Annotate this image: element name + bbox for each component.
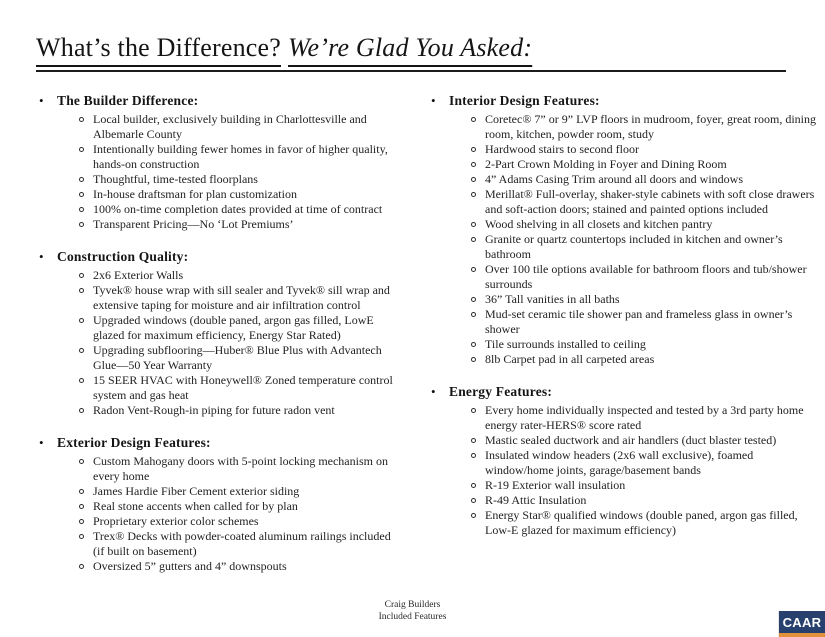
list-item-text: Real stone accents when called for by plan bbox=[93, 499, 298, 513]
feature-list bbox=[428, 112, 822, 367]
circle-bullet-icon bbox=[79, 564, 84, 569]
section-heading-row bbox=[36, 248, 428, 265]
circle-bullet-icon bbox=[79, 459, 84, 464]
list-item-text: Upgraded windows (double paned, argon gas filled, LowE glazed for maximum efficiency, Energy Star Rated) bbox=[93, 313, 374, 342]
page-title-regular: What’s the Difference? bbox=[36, 33, 282, 62]
section-heading: Construction Quality: bbox=[57, 249, 189, 264]
circle-bullet-icon bbox=[471, 438, 476, 443]
feature-section bbox=[428, 383, 822, 538]
circle-bullet-icon bbox=[79, 147, 84, 152]
circle-bullet-icon bbox=[471, 237, 476, 242]
list-item bbox=[79, 529, 428, 559]
circle-bullet-icon bbox=[471, 483, 476, 488]
list-item-text: Radon Vent-Rough-in piping for future radon vent bbox=[93, 403, 335, 417]
list-item-text: Coretec® 7” or 9” LVP floors in mudroom, foyer, great room, dining room, kitchen, powder room, study bbox=[485, 112, 817, 141]
circle-bullet-icon bbox=[471, 162, 476, 167]
list-item-text: Upgrading subflooring—Huber® Blue Plus with Advantech Glue—50 Year Warranty bbox=[93, 343, 382, 372]
list-item-text: R-19 Exterior wall insulation bbox=[485, 478, 626, 492]
list-item-text: Transparent Pricing—No ‘Lot Premiums’ bbox=[93, 217, 294, 231]
list-item bbox=[79, 514, 428, 529]
bullet-icon: • bbox=[39, 249, 44, 264]
circle-bullet-icon bbox=[471, 498, 476, 503]
list-item bbox=[471, 262, 822, 292]
page-title-italic: We’re Glad You Asked: bbox=[288, 33, 533, 62]
page-footer bbox=[0, 600, 825, 623]
circle-bullet-icon bbox=[471, 222, 476, 227]
list-item bbox=[471, 112, 822, 142]
circle-bullet-icon bbox=[471, 342, 476, 347]
list-item-text: Tile surrounds installed to ceiling bbox=[485, 337, 646, 351]
bullet-icon: • bbox=[431, 93, 436, 108]
circle-bullet-icon bbox=[79, 504, 84, 509]
list-item-text: Mud-set ceramic tile shower pan and frameless glass in owner’s shower bbox=[485, 307, 793, 336]
caar-logo bbox=[778, 611, 825, 637]
list-item bbox=[79, 268, 428, 283]
feature-list bbox=[36, 112, 428, 232]
list-item bbox=[79, 454, 428, 484]
circle-bullet-icon bbox=[79, 117, 84, 122]
list-item-text: Oversized 5” gutters and 4” downspouts bbox=[93, 559, 287, 573]
list-item bbox=[471, 157, 822, 172]
list-item-text: 36” Tall vanities in all baths bbox=[485, 292, 620, 306]
list-item-text: Intentionally building fewer homes in favor of higher quality, hands-on construction bbox=[93, 142, 388, 171]
circle-bullet-icon bbox=[79, 288, 84, 293]
list-item bbox=[471, 433, 822, 448]
circle-bullet-icon bbox=[79, 408, 84, 413]
list-item-text: Over 100 tile options available for bathroom floors and tub/shower surrounds bbox=[485, 262, 807, 291]
section-heading: Interior Design Features: bbox=[449, 93, 600, 108]
circle-bullet-icon bbox=[79, 273, 84, 278]
footer-line1: Craig Builders bbox=[384, 600, 441, 610]
circle-bullet-icon bbox=[471, 177, 476, 182]
list-item-text: R-49 Attic Insulation bbox=[485, 493, 587, 507]
list-item bbox=[471, 172, 822, 187]
list-item-text: Hardwood stairs to second floor bbox=[485, 142, 639, 156]
list-item-text: Tyvek® house wrap with sill sealer and Tyvek® sill wrap and extensive taping for moisture and air infiltration control bbox=[93, 283, 390, 312]
list-item bbox=[79, 217, 428, 232]
list-item bbox=[471, 508, 822, 538]
list-item-text: Proprietary exterior color schemes bbox=[93, 514, 259, 528]
list-item-text: 15 SEER HVAC with Honeywell® Zoned temperature control system and gas heat bbox=[93, 373, 393, 402]
list-item bbox=[79, 484, 428, 499]
feature-list bbox=[36, 454, 428, 574]
circle-bullet-icon bbox=[471, 513, 476, 518]
circle-bullet-icon bbox=[471, 408, 476, 413]
list-item bbox=[79, 499, 428, 514]
list-item bbox=[471, 142, 822, 157]
list-item-text: Trex® Decks with powder-coated aluminum railings included (if built on basement) bbox=[93, 529, 391, 558]
list-item-text: 2-Part Crown Molding in Foyer and Dining Room bbox=[485, 157, 727, 171]
list-item-text: Mastic sealed ductwork and air handlers (duct blaster tested) bbox=[485, 433, 777, 447]
list-item-text: Granite or quartz countertops included in kitchen and owner’s bathroom bbox=[485, 232, 783, 261]
section-heading: The Builder Difference: bbox=[57, 93, 199, 108]
caar-logo-text: CAAR bbox=[782, 614, 822, 630]
circle-bullet-icon bbox=[471, 312, 476, 317]
section-heading: Exterior Design Features: bbox=[57, 435, 211, 450]
feature-section bbox=[36, 248, 428, 418]
list-item-text: Thoughtful, time-tested floorplans bbox=[93, 172, 258, 186]
list-item-text: Energy Star® qualified windows (double paned, argon gas filled, Low-E glazed for maximum efficiency) bbox=[485, 508, 798, 537]
circle-bullet-icon bbox=[79, 207, 84, 212]
footer-line2: Included Features bbox=[378, 611, 447, 622]
list-item-text: Wood shelving in all closets and kitchen pantry bbox=[485, 217, 713, 231]
bullet-icon: • bbox=[39, 93, 44, 108]
circle-bullet-icon bbox=[471, 192, 476, 197]
list-item bbox=[471, 232, 822, 262]
list-item bbox=[471, 307, 822, 337]
feature-section bbox=[36, 434, 428, 574]
list-item-text: Custom Mahogany doors with 5-point locking mechanism on every home bbox=[93, 454, 388, 483]
caar-logo-bar bbox=[779, 633, 825, 637]
list-item-text: In-house draftsman for plan customization bbox=[93, 187, 297, 201]
list-item-text: 4” Adams Casing Trim around all doors and windows bbox=[485, 172, 743, 186]
right-column bbox=[428, 92, 822, 554]
list-item bbox=[471, 403, 822, 433]
circle-bullet-icon bbox=[471, 453, 476, 458]
list-item bbox=[79, 373, 428, 403]
section-heading: Energy Features: bbox=[449, 384, 553, 399]
list-item bbox=[79, 172, 428, 187]
list-item bbox=[79, 112, 428, 142]
circle-bullet-icon bbox=[79, 348, 84, 353]
list-item-text: James Hardie Fiber Cement exterior siding bbox=[93, 484, 300, 498]
feature-section bbox=[428, 92, 822, 367]
list-item-text: 8lb Carpet pad in all carpeted areas bbox=[485, 352, 655, 366]
list-item bbox=[471, 493, 822, 508]
list-item-text: Every home individually inspected and tested by a 3rd party home energy rater-HERS® score rated bbox=[485, 403, 804, 432]
list-item-text: Merillat® Full-overlay, shaker-style cabinets with soft close drawers and soft-action doors; stained and painted options included bbox=[485, 187, 815, 216]
circle-bullet-icon bbox=[471, 267, 476, 272]
list-item bbox=[79, 202, 428, 217]
feature-columns bbox=[36, 92, 822, 590]
circle-bullet-icon bbox=[79, 378, 84, 383]
bullet-icon: • bbox=[431, 384, 436, 399]
circle-bullet-icon bbox=[79, 318, 84, 323]
list-item bbox=[471, 352, 822, 367]
list-item-text: Insulated window headers (2x6 wall exclusive), foamed window/home joints, garage/basement bands bbox=[485, 448, 754, 477]
feature-section bbox=[36, 92, 428, 232]
list-item bbox=[79, 313, 428, 343]
list-item bbox=[471, 187, 822, 217]
section-heading-row bbox=[36, 92, 428, 109]
list-item-text: 100% on-time completion dates provided at time of contract bbox=[93, 202, 383, 216]
feature-list bbox=[36, 268, 428, 418]
left-column bbox=[36, 92, 428, 590]
bullet-icon: • bbox=[39, 435, 44, 450]
circle-bullet-icon bbox=[79, 519, 84, 524]
feature-list bbox=[428, 403, 822, 538]
list-item bbox=[471, 478, 822, 493]
circle-bullet-icon bbox=[79, 192, 84, 197]
circle-bullet-icon bbox=[79, 177, 84, 182]
list-item bbox=[79, 142, 428, 172]
list-item bbox=[79, 559, 428, 574]
circle-bullet-icon bbox=[471, 147, 476, 152]
list-item-text: Local builder, exclusively building in Charlottesville and Albemarle County bbox=[93, 112, 367, 141]
circle-bullet-icon bbox=[471, 117, 476, 122]
list-item-text: 2x6 Exterior Walls bbox=[93, 268, 184, 282]
circle-bullet-icon bbox=[79, 222, 84, 227]
circle-bullet-icon bbox=[471, 297, 476, 302]
circle-bullet-icon bbox=[79, 489, 84, 494]
section-heading-row bbox=[428, 92, 822, 109]
list-item bbox=[79, 283, 428, 313]
list-item bbox=[471, 217, 822, 232]
list-item bbox=[471, 292, 822, 307]
section-heading-row bbox=[428, 383, 822, 400]
list-item bbox=[471, 337, 822, 352]
list-item bbox=[79, 187, 428, 202]
list-item bbox=[79, 343, 428, 373]
section-heading-row bbox=[36, 434, 428, 451]
list-item bbox=[79, 403, 428, 418]
page-title bbox=[36, 33, 786, 72]
circle-bullet-icon bbox=[79, 534, 84, 539]
list-item bbox=[471, 448, 822, 478]
circle-bullet-icon bbox=[471, 357, 476, 362]
